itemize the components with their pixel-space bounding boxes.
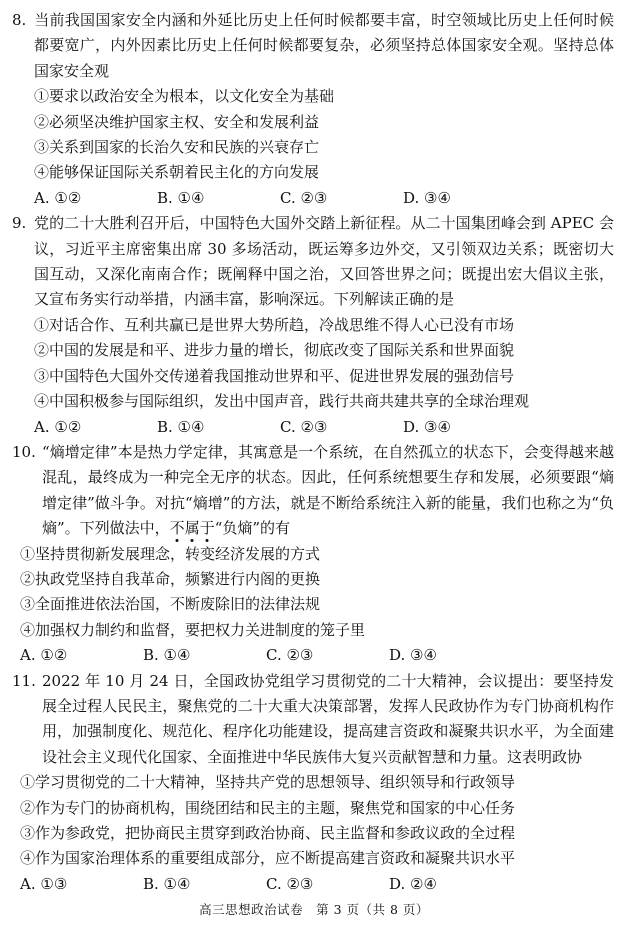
statement-3: ③作为参政党，把协商民主贯穿到政治协商、民主监督和参政议政的全过程 <box>20 824 516 842</box>
statement-2: ②作为专门的协商机构，围绕团结和民主的主题，聚焦党和国家的中心任务 <box>20 798 516 817</box>
statement-2: ②中国的发展是和平、进步力量的增长，彻底改变了国际关系和世界面貌 <box>34 341 515 360</box>
question-text: 当前我国国家安全内涵和外延比历史上任何时候都要丰富，时空领域比历史上任何时候都要宽广，内外因素比历史上任何时候都要复杂，必须坚持总体国家安全观。坚持总体国家安全观 <box>34 11 614 80</box>
answer-choices <box>12 186 614 211</box>
question-9 <box>12 211 614 440</box>
emphasis-char: 属 <box>185 519 200 537</box>
choice-b[interactable]: B. ①④ <box>157 417 205 436</box>
choice-b[interactable]: B. ①④ <box>143 874 191 893</box>
statement-1: ①对话合作、互利共赢已是世界大势所趋，冷战思维不得人心已没有市场 <box>34 315 515 334</box>
question-text: “熵增定律”本是热力学定律，其寓意是一个系统，在自然孤立的状态下，会变得越来越混乱，最终成为一种完全无序的状态。因此，任何系统想要生存和发展，必须要跟“熵增定律”做斗争。对抗“熵增”的方法，就是不断给系统注入新的能量，我们也称之为“负熵”。下列做法中， <box>42 442 614 538</box>
choice-a[interactable]: A. ①② <box>20 646 68 665</box>
question-text: 党的二十大胜利召开后，中国特色大国外交踏上新征程。从二十国集团峰会到 APEC 会议，习近平主席密集出席 30 多场活动，既运筹多边外交，又引领双边关系；既密切大国互动，又深化南南合作；既阐释中国之治，又回答世界之问；既提出宏大倡议主张，又宣布务实行动举措，内涵丰富，影响深远。下列解读正确的是 <box>34 214 614 309</box>
question-10-stem <box>12 440 614 542</box>
question-8 <box>12 8 614 211</box>
statement-1: ①学习贯彻党的二十大精神，坚持共产党的思想领导、组织领导和行政领导 <box>20 773 516 792</box>
answer-choices <box>12 415 614 440</box>
statement-2: ②执政党坚持自我革命，频繁进行内阁的更换 <box>20 569 321 588</box>
question-number: 11. <box>12 671 36 690</box>
emphasis-char: 不 <box>170 519 185 537</box>
choice-a[interactable]: A. ①② <box>34 188 82 207</box>
statement-4: ④加强权力制约和监督，要把权力关进制度的笼子里 <box>20 620 366 639</box>
choice-d[interactable]: D. ③④ <box>403 188 451 207</box>
question-number: 10. <box>12 442 36 461</box>
question-text: 2022 年 10 月 24 日，全国政协党组学习贯彻党的二十大精神，会议提出：要坚持发展全过程人民民主，聚焦党的二十大重大决策部署，发挥人民政协作为专门协商机构作用，加强制度化、规范化、程序化功能建设，提高建言资政和凝聚共识水平，为全面建设社会主义现代化国家、全面推进中华民族伟大复兴贡献智慧和力量。这表明政协 <box>42 671 614 766</box>
statement-1: ①坚持贯彻新发展理念，转变经济发展的方式 <box>20 544 321 563</box>
statement-4: ④能够保证国际关系朝着民主化的方向发展 <box>34 163 320 182</box>
choice-d[interactable]: D. ③④ <box>403 417 451 436</box>
statement-4: ④作为国家治理体系的重要组成部分，应不断提高建言资政和凝聚共识水平 <box>20 849 516 868</box>
choice-c[interactable]: C. ②③ <box>280 188 328 207</box>
question-number: 8. <box>12 11 27 29</box>
choice-b[interactable]: B. ①④ <box>143 646 191 665</box>
answer-choices <box>12 643 614 668</box>
statement-1: ①要求以政治安全为根本，以文化安全为基础 <box>34 87 335 106</box>
question-10 <box>12 440 614 669</box>
emphasis-char: 于 <box>200 519 215 537</box>
emphasis-dot <box>206 539 209 542</box>
emphasis-dot <box>176 539 179 542</box>
choice-b[interactable]: B. ①④ <box>157 188 205 207</box>
choice-a[interactable]: A. ①③ <box>20 874 68 893</box>
statement-3: ③中国特色大国外交传递着我国推动世界和平、促进世界发展的强劲信号 <box>34 366 515 385</box>
question-number: 9. <box>12 214 27 233</box>
question-text-tail: “负熵”的有 <box>214 519 291 538</box>
choice-c[interactable]: C. ②③ <box>266 874 314 893</box>
choice-a[interactable]: A. ①② <box>34 417 82 436</box>
statement-4: ④中国积极参与国际组织，发出中国声音，践行共商共建共享的全球治理观 <box>34 392 530 411</box>
emphasis-dot <box>191 539 194 542</box>
choice-d[interactable]: D. ③④ <box>389 646 437 665</box>
question-8-stem <box>12 8 614 84</box>
question-9-stem <box>12 211 614 313</box>
statement-3: ③关系到国家的长治久安和民族的兴衰存亡 <box>34 138 320 157</box>
choice-d[interactable]: D. ②④ <box>389 874 437 893</box>
choice-c[interactable]: C. ②③ <box>280 417 328 436</box>
statement-2: ②必须坚决维护国家主权、安全和发展利益 <box>34 112 320 131</box>
question-11 <box>12 669 614 898</box>
question-11-stem <box>12 669 614 771</box>
page-footer: 高三思想政治试卷 第 3 页（共 8 页） <box>199 902 429 917</box>
statement-3: ③全面推进依法治国，不断废除旧的法律法规 <box>20 595 321 614</box>
choice-c[interactable]: C. ②③ <box>266 646 314 665</box>
answer-choices <box>12 872 614 897</box>
